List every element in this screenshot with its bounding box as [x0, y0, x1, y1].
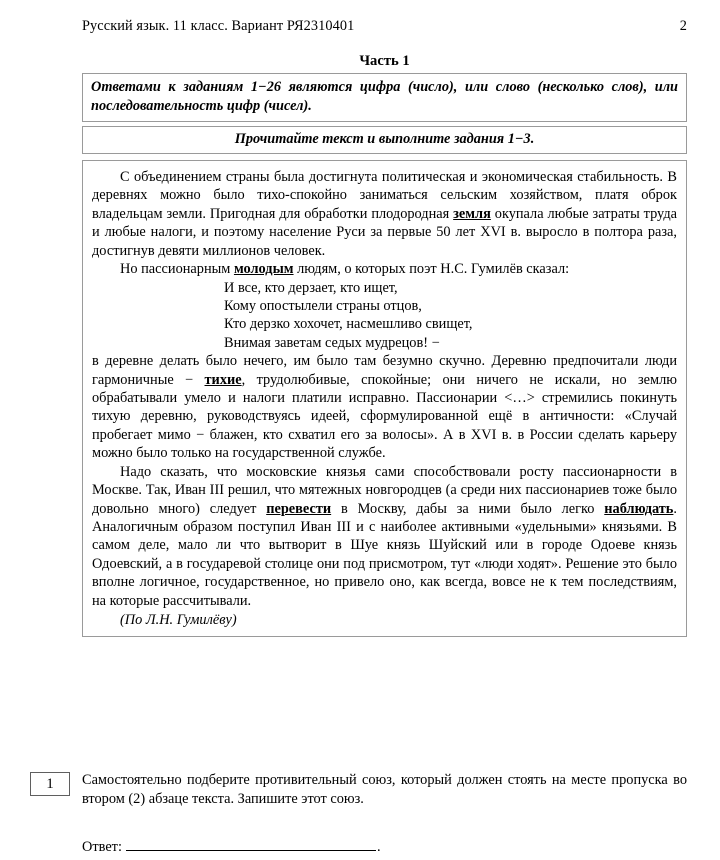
passage-attribution: (По Л.Н. Гумилёву) [120, 612, 237, 629]
answer-format-instruction-text: Ответами к заданиям 1−26 являются цифра (число), или слово (несколько слов), или последовательность цифр (чисел). [91, 79, 678, 114]
answer-input-blank[interactable] [126, 838, 376, 851]
passage-p4-segment-c: . Аналогичным образом поступил Иван III и с наиболее активными «удельными» князьями. В самом деле, мало ли что вытворит в Шуе князь Шуйский или в городе Одоеве князь Одоевский, а в государевой столице они под присмотром, тут «люди ходят». Решение это было вполне логичное, государственное, но привело оно, как всегда, вовсе не к тем последствиям, на которые рассчитывали. [92, 500, 677, 609]
task-1 [30, 771, 687, 808]
passage-paragraph-1 [92, 168, 677, 260]
passage-paragraph-3 [92, 352, 677, 463]
passage-paragraph-2 [92, 260, 677, 278]
task-1-question-text: Самостоятельно подберите противительный союз, который должен стоять на месте пропуска во втором (2) абзаце текста. Запишите этот союз. [82, 772, 687, 807]
answer-label: Ответ: [82, 839, 122, 855]
passage-p3-segment-a: в деревне делать было нечего, им было там безумно скучно. Деревню предпочитали люди гармоничные − [92, 353, 677, 388]
read-text-instruction-box [82, 126, 687, 154]
header-title: Русский язык. 11 класс. Вариант РЯ2310401 [82, 18, 355, 34]
passage-p1-segment-b: окупала любые затраты труда и любые налоги, и поэтому население Руси за первые 50 лет XVI в. выросло в полтора раза, достигнув девяти миллионов человек. [92, 205, 677, 259]
poem-line: И все, кто дерзает, кто ищет, [224, 279, 398, 296]
poem-line: Внимая заветам седых мудрецов! − [224, 334, 440, 351]
running-header [82, 18, 687, 35]
poem-block [92, 279, 677, 353]
passage-p2-segment-a: Но пассионарным [120, 261, 234, 278]
passage-box [82, 160, 687, 637]
highlighted-word-molodym: молодым [233, 261, 294, 278]
task-1-answer-line [82, 838, 381, 856]
highlighted-word-perevesti: перевести [266, 500, 332, 517]
page-number: 2 [679, 18, 687, 34]
highlighted-word-zemlya: земля [453, 205, 491, 222]
read-text-instruction-text: Прочитайте текст и выполните задания 1−3. [234, 131, 535, 147]
task-1-row [30, 771, 687, 808]
answer-format-instruction-box [82, 73, 687, 122]
passage-p3-segment-b: , трудолюбивые, спокойные; они ничего не искали, но землю обрабатывали умело и налоги платили исправно. Пассионарии <…> стремились покинуть тихую деревню, руководствуясь идеей, сформулированной ещё в античности: «Случай пробегает мимо − блажен, кто схватил его за волосы». А в XVI в. в России сделать карьеру можно было только на государственной службе. [92, 371, 677, 462]
passage-paragraph-4 [92, 463, 677, 610]
passage-p4-segment-b: в Москву, дабы за ними было легко [331, 500, 605, 517]
poem-line: Кому опостылели страны отцов, [224, 297, 422, 314]
poem-line: Кто дерзко хохочет, насмешливо свищет, [224, 316, 473, 333]
highlighted-word-nablyudat: наблюдать [604, 500, 674, 517]
answer-period: . [376, 839, 381, 855]
part-title: Часть 1 [359, 53, 410, 69]
passage-p4-segment-a: Надо сказать, что московские князья сами способствовали росту пассионарности в Москве. Так, Иван III решил, что мятежных новгородцев (а среди них пассионариев тоже было довольно много) следует [92, 463, 677, 517]
highlighted-word-tihie: тихие [204, 371, 242, 388]
passage-p2-segment-b: людям, о которых поэт Н.С. Гумилёв сказал: [293, 261, 570, 278]
passage-p1-segment-a: С объединением страны была достигнута политическая и экономическая стабильность. В деревнях можно было тихо-спокойно заниматься сельским хозяйством, платя оброк владельцам земли. Пригодная для обработки плодородная [92, 169, 677, 222]
task-1-number-box: 1 [30, 772, 70, 796]
